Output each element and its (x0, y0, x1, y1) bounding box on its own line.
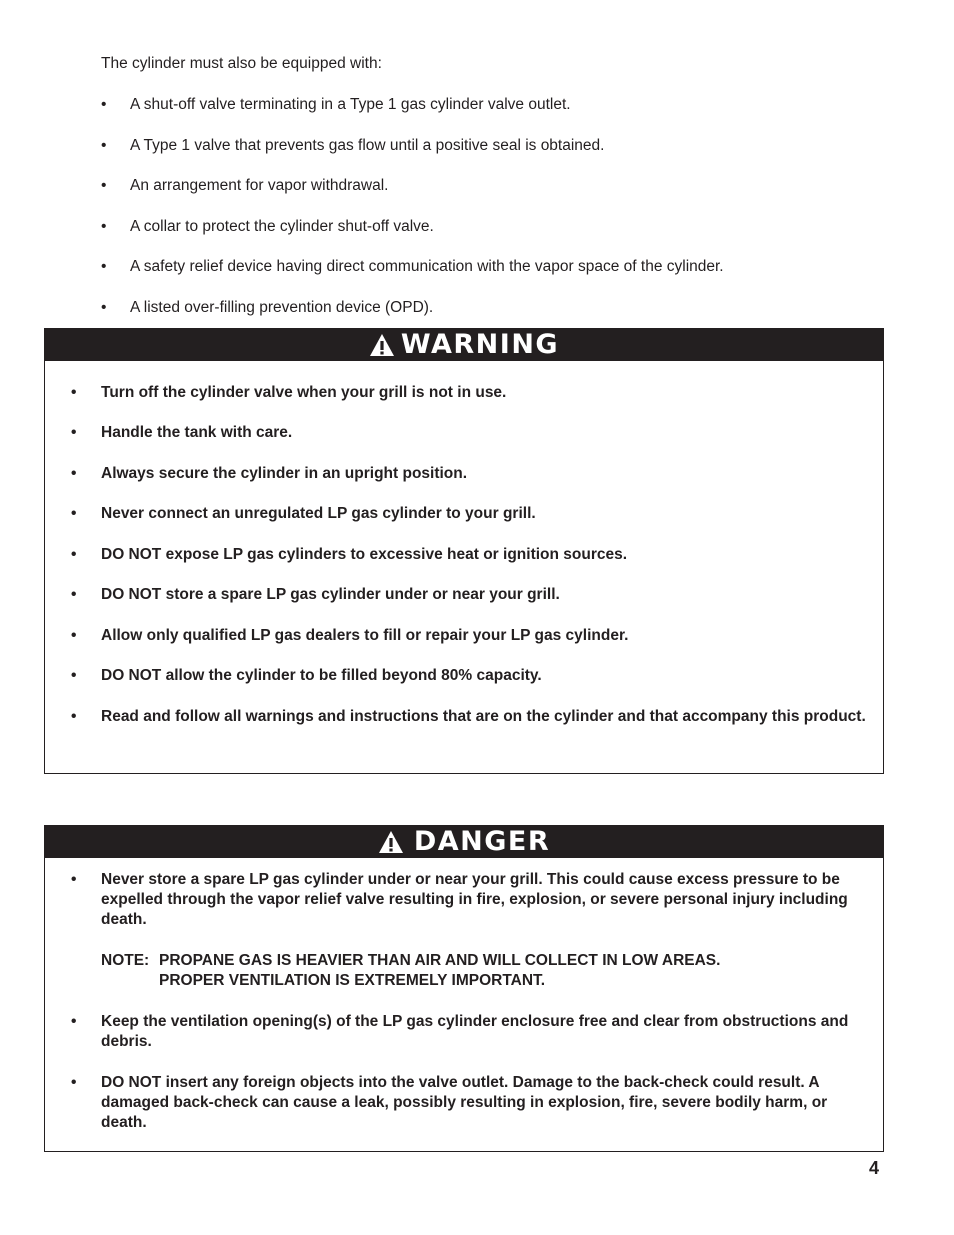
bullet: • (71, 424, 77, 441)
bullet: • (101, 258, 107, 275)
bullet: • (71, 627, 77, 644)
bullet: • (71, 1074, 77, 1091)
danger-header (45, 826, 883, 858)
note-line (159, 971, 545, 991)
bullet: • (71, 871, 77, 888)
warning-box: WARNING • Turn off the cylinder valve when your grill is not in use. • Handle the tank with care. • Always secure the cylinder in an upright position. • Never connect an unregulated LP gas cylinder to your grill. • DO NOT expose LP gas cylinders to excessive heat or ignition sources. • DO NOT store a spare LP gas cylinder under or near your grill. • Allow only qualified LP gas dealers to fill or repair your LP gas cylinder. • DO NOT allow the cylinder to be filled beyond 80% capacity. • Read and follow all warnings and instructions that are on the cylinder and that accompany this product. (44, 328, 884, 774)
bullet: • (71, 505, 77, 522)
bullet: • (101, 299, 107, 316)
intro-text: The cylinder must also be equipped with: (101, 55, 382, 72)
note-text: PROPER VENTILATION IS EXTREMELY IMPORTANT. (159, 972, 546, 989)
bullet: • (101, 177, 107, 194)
note-line (101, 951, 720, 971)
bullet: • (71, 546, 77, 563)
note-label: NOTE: (101, 952, 150, 969)
warning-header (45, 329, 883, 361)
bullet: • (71, 465, 77, 482)
page-number: 4 (869, 1158, 880, 1178)
danger-box: DANGER • Never store a spare LP gas cylinder under or near your grill. This could cause excess pressure to be expelled through the vapor relief valve resulting in fire, explosion, or severe personal injury including death. NOTE: PROPANE GAS IS HEAVIER THAN AIR AND WILL COLLECT IN LOW AREAS. PROPER VENTILATION IS EXTREMELY IMPORTANT. • Keep the ventilation opening(s) of the LP gas cylinder enclosure free and clear from obstructions and debris. • DO NOT insert any foreign objects into the valve outlet. Damage to the back-check could result. A damaged back-check can cause a leak, possibly resulting in explosion, fire, severe bodily harm, or death. (44, 825, 884, 1152)
bullet: • (101, 137, 107, 154)
bullet: • (71, 667, 77, 684)
warning-triangle-icon (369, 333, 395, 357)
bullet: • (71, 586, 77, 603)
bullet: • (71, 384, 77, 401)
bullet: • (101, 218, 107, 235)
danger-title: DANGER (413, 826, 551, 857)
bullet: • (101, 96, 107, 113)
bullet: • (71, 1013, 77, 1030)
note-text: PROPANE GAS IS HEAVIER THAN AIR AND WILL COLLECT IN LOW AREAS. (159, 952, 721, 969)
bullet: • (71, 708, 77, 725)
warning-title: WARNING (400, 329, 560, 360)
warning-triangle-icon (378, 830, 408, 854)
